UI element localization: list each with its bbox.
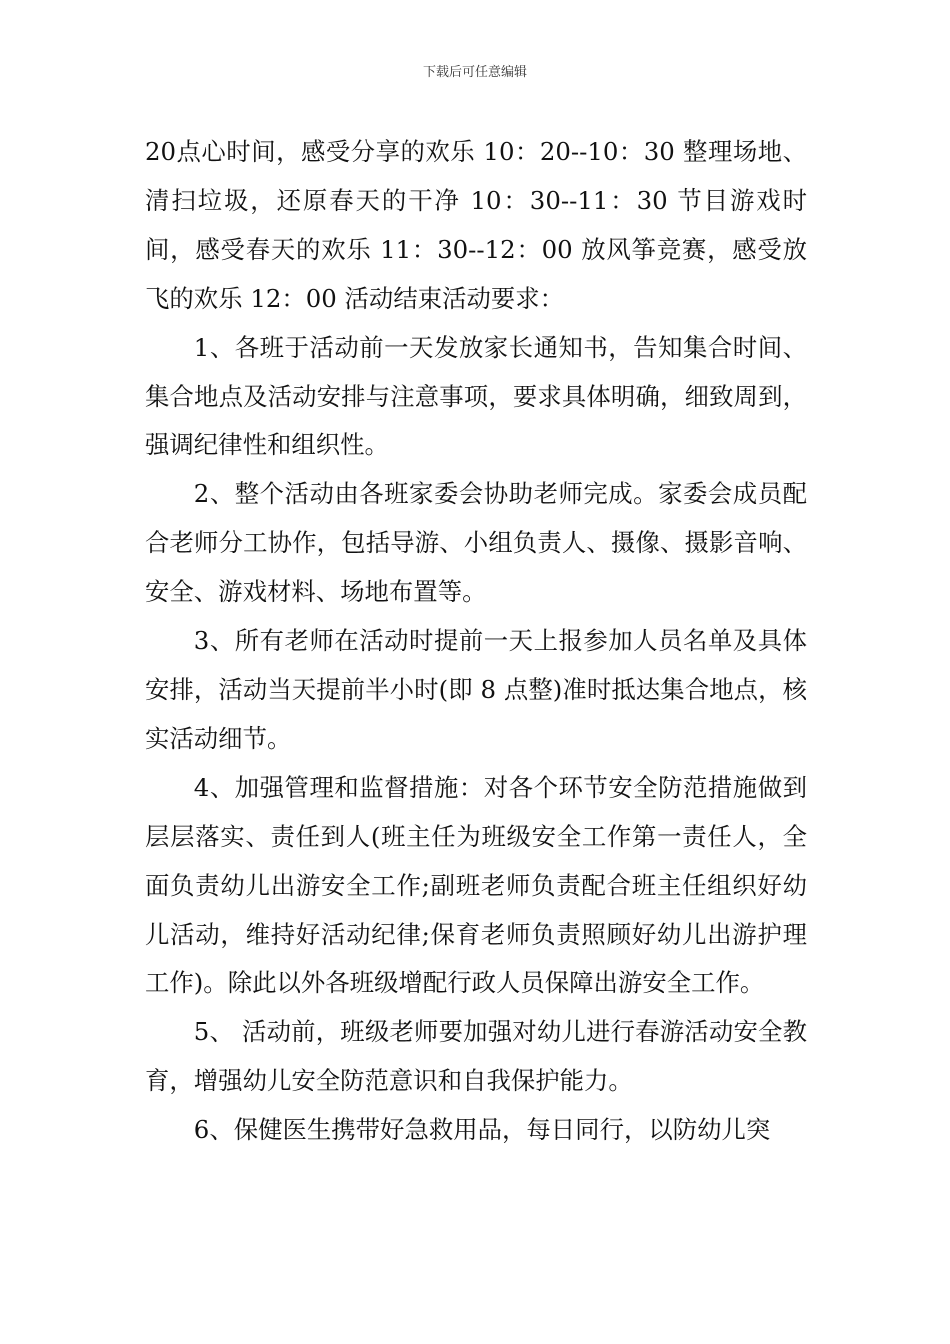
paragraph-item-5: 5、 活动前，班级老师要加强对幼儿进行春游活动安全教育，增强幼儿安全防范意识和自我保护能力。 xyxy=(145,1017,807,1096)
page-header: 下载后可任意编辑 xyxy=(422,65,527,80)
paragraph-item-6: 6、保健医生携带好急救用品，每日同行，以防幼儿突 xyxy=(193,1115,771,1145)
paragraph-item-2: 2、整个活动由各班家委会协助老师完成。家委会成员配合老师分工协作，包括导游、小组负责人、摄像、摄影音响、安全、游戏材料、场地布置等。 xyxy=(145,479,807,607)
document-body xyxy=(145,128,807,1155)
paragraph-continuation: 20点心时间，感受分享的欢乐 10：20--10：30 整理场地、清扫垃圾，还原春天的干净 10：30--11：30 节目游戏时间，感受春天的欢乐 11：30--12：00 放风筝竞赛，感受放飞的欢乐 12：00 活动结束活动要求： xyxy=(145,137,807,313)
paragraph-item-1: 1、各班于活动前一天发放家长通知书，告知集合时间、集合地点及活动安排与注意事项，要求具体明确，细致周到，强调纪律性和组织性。 xyxy=(145,332,807,460)
paragraph-item-4: 4、加强管理和监督措施：对各个环节安全防范措施做到层层落实、责任到人(班主任为班级安全工作第一责任人，全面负责幼儿出游安全工作;副班老师负责配合班主任组织好幼儿活动，维持好活动纪律;保育老师负责照顾好幼儿出游护理工作)。除此以外各班级增配行政人员保障出游安全工作。 xyxy=(145,772,807,998)
paragraph-item-3: 3、所有老师在活动时提前一天上报参加人员名单及具体安排，活动当天提前半小时(即 8 点整)准时抵达集合地点，核实活动细节。 xyxy=(145,626,807,753)
